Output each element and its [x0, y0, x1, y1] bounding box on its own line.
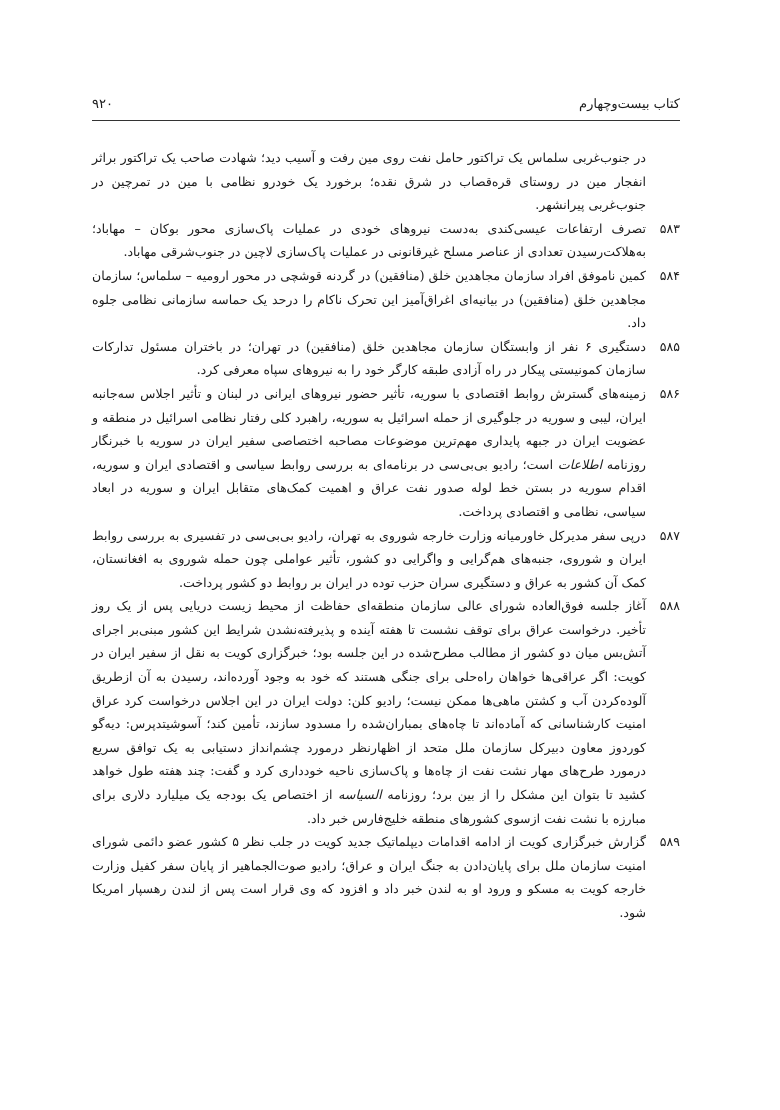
entry-text — [92, 382, 646, 524]
entry-number: ۵۸۹ — [659, 834, 680, 850]
continued-paragraph: در جنوب‌غربی سلماس یک تراکتور حامل نفت روی مین رفت و آسیب دید؛ شهادت صاحب یک تراکتور براثر انفجار مین در روستای قره‌قصاب در شرق نقده؛ برخورد یک خودرو نظامی با مین در تمرچین در جنوب‌غربی پیرانشهر. — [92, 150, 646, 213]
entry-text — [92, 594, 646, 830]
entry-text-part: زمینه‌های گسترش روابط اقتصادی با سوریه، تأثیر حضور نیروهای ایرانی در لبنان و تأثیر اجلاس سه‌جانبه ایران، لیبی و سوریه در جلوگیری از حمله اسرائیل به سوریه، راهبرد کلی رفتار نظامی اسرائیل در منطقه و عضویت ایران در جبهه پایداری مهم‌ترین موضوعات مصاحبه اختصاصی سفیر ایران در سوریه با خبرنگار روزنامه — [92, 385, 646, 472]
entry-text-part: از اختصاص یک بودجه یک میلیارد دلاری برای مبارزه با نشت نفت ازسوی کشورهای منطقه خلیج‌فارس خبر داد. — [92, 787, 646, 826]
newspaper-name: اطلاعات — [557, 456, 603, 472]
entry-583 — [92, 217, 680, 264]
entry-587 — [92, 524, 680, 595]
entry-number: ۵۸۷ — [659, 527, 680, 543]
entry-586 — [92, 382, 680, 524]
header-divider — [92, 120, 680, 121]
entry-text: تصرف ارتفاعات عیسی‌کندی به‌دست نیروهای خودی در عملیات پاک‌سازی محور بوکان – مهاباد؛ به‌هلاکت‌رسیدن تعدادی از عناصر مسلح غیرقانونی در عملیات پاک‌سازی لاچین در جنوب‌شرقی مهاباد. — [92, 220, 646, 260]
entry-584 — [92, 264, 680, 335]
page-header — [92, 92, 680, 116]
entry-number: ۵۸۵ — [659, 338, 680, 354]
entry-text: درپی سفر مدیرکل خاورمیانه وزارت خارجه شوروی به تهران، رادیو بی‌بی‌سی در تفسیری به بررسی روابط ایران و شوروی، جنبه‌های هم‌گرایی و واگرایی دو کشور، تأثیر عواملی چون حمله شوروی به افغانستان، کمک آن کشور به عراق و دستگیری سران حزب توده در ایران بر روابط دو کشور پرداخت. — [92, 527, 646, 590]
book-title: کتاب بیست‌وچهارم — [579, 96, 680, 112]
entry-number: ۵۸۴ — [659, 267, 680, 283]
entry-text: گزارش خبرگزاری کویت از ادامه اقدامات دیپلماتیک جدید کویت در جلب نظر ۵ کشور عضو دائمی شورای امنیت سازمان ملل برای پایان‌دادن به جنگ ایران و عراق؛ رادیو صوت‌الجماهیر از پایان سفر کفیل وزارت خارجه کویت به مسکو و ورود او به لندن خبر داد و افزود که وی قرار است پس از لندن رهسپار امریکا شود. — [92, 834, 646, 920]
newspaper-name: السیاسه — [338, 787, 382, 803]
chronology-body — [92, 146, 680, 925]
page-number: ۹۲۰ — [92, 96, 113, 112]
entry-588 — [92, 594, 680, 830]
entry-number: ۵۸۶ — [659, 385, 680, 401]
entry-text-part: آغاز جلسه فوق‌العاده شورای عالی سازمان منطقه‌ای حفاظت از محیط زیست دریایی پس از یک روز تأخیر. درخواست عراق برای توقف نشست تا هفته آینده و پذیرفته‌نشدن شرایط این کشور مبنی‌بر اجرای آتش‌بس میان دو کشور از مطالب مطرح‌شده در این جلسه بود؛ خبرگزاری کویت به نقل از سفیر ایران در کویت: اگر عراقی‌ها خواهان راه‌حلی برای جنگی هستند که خود به وجود آورده‌اند، رسیدن به آن ازطریق آلوده‌کردن آب و کشتن ماهی‌ها ممکن نیست؛ رادیو کلن: دولت ایران در این اجلاس درخواست کرد عراق امنیت کارشناسانی که آماده‌اند تا چاه‌های بمباران‌شده را مسدود سازند، تأمین کند؛ آسوشیتدپرس: دیه‌گو کوردوز معاون دبیرکل سازمان ملل متحد از اظهارنظر درمورد چشم‌انداز دستیابی به یک توافق سریع درمورد طرح‌های مهار نشت نفت از چاه‌ها و پاک‌سازی ناحیه خودداری کرد و گفت: چند هفته طول خواهد کشید تا بتوان این مشکل را از بین برد؛ روزنامه — [92, 598, 646, 803]
entry-589 — [92, 830, 680, 924]
entry-number: ۵۸۸ — [659, 598, 680, 614]
entry-text-part: است؛ رادیو بی‌بی‌سی در برنامه‌ای به بررسی روابط سیاسی و اقتصادی ایران و سوریه، اقدام سوریه در بستن خط لوله صدور نفت عراق و اهمیت کمک‌های متقابل ایران و سوریه در ابعاد سیاسی، نظامی و اقتصادی پرداخت. — [92, 456, 646, 519]
entry-text: کمین ناموفق افراد سازمان مجاهدین خلق (منافقین) در گردنه قوشچی در محور ارومیه – سلماس؛ سازمان مجاهدین خلق (منافقین) در بیانیه‌ای اغراق‌آمیز این تحرک ناکام را درحد یک حماسه سازمانی نظامی جلوه داد. — [92, 267, 646, 331]
entry-number: ۵۸۳ — [659, 220, 680, 236]
entry-text: دستگیری ۶ نفر از وابستگان سازمان مجاهدین خلق (منافقین) در تهران؛ در باختران مسئول تدارکات سازمان کمونیستی پیکار در راه آزادی طبقه کارگر خود را به نیروهای سپاه معرفی کرد. — [92, 338, 646, 378]
entry-585 — [92, 335, 680, 382]
